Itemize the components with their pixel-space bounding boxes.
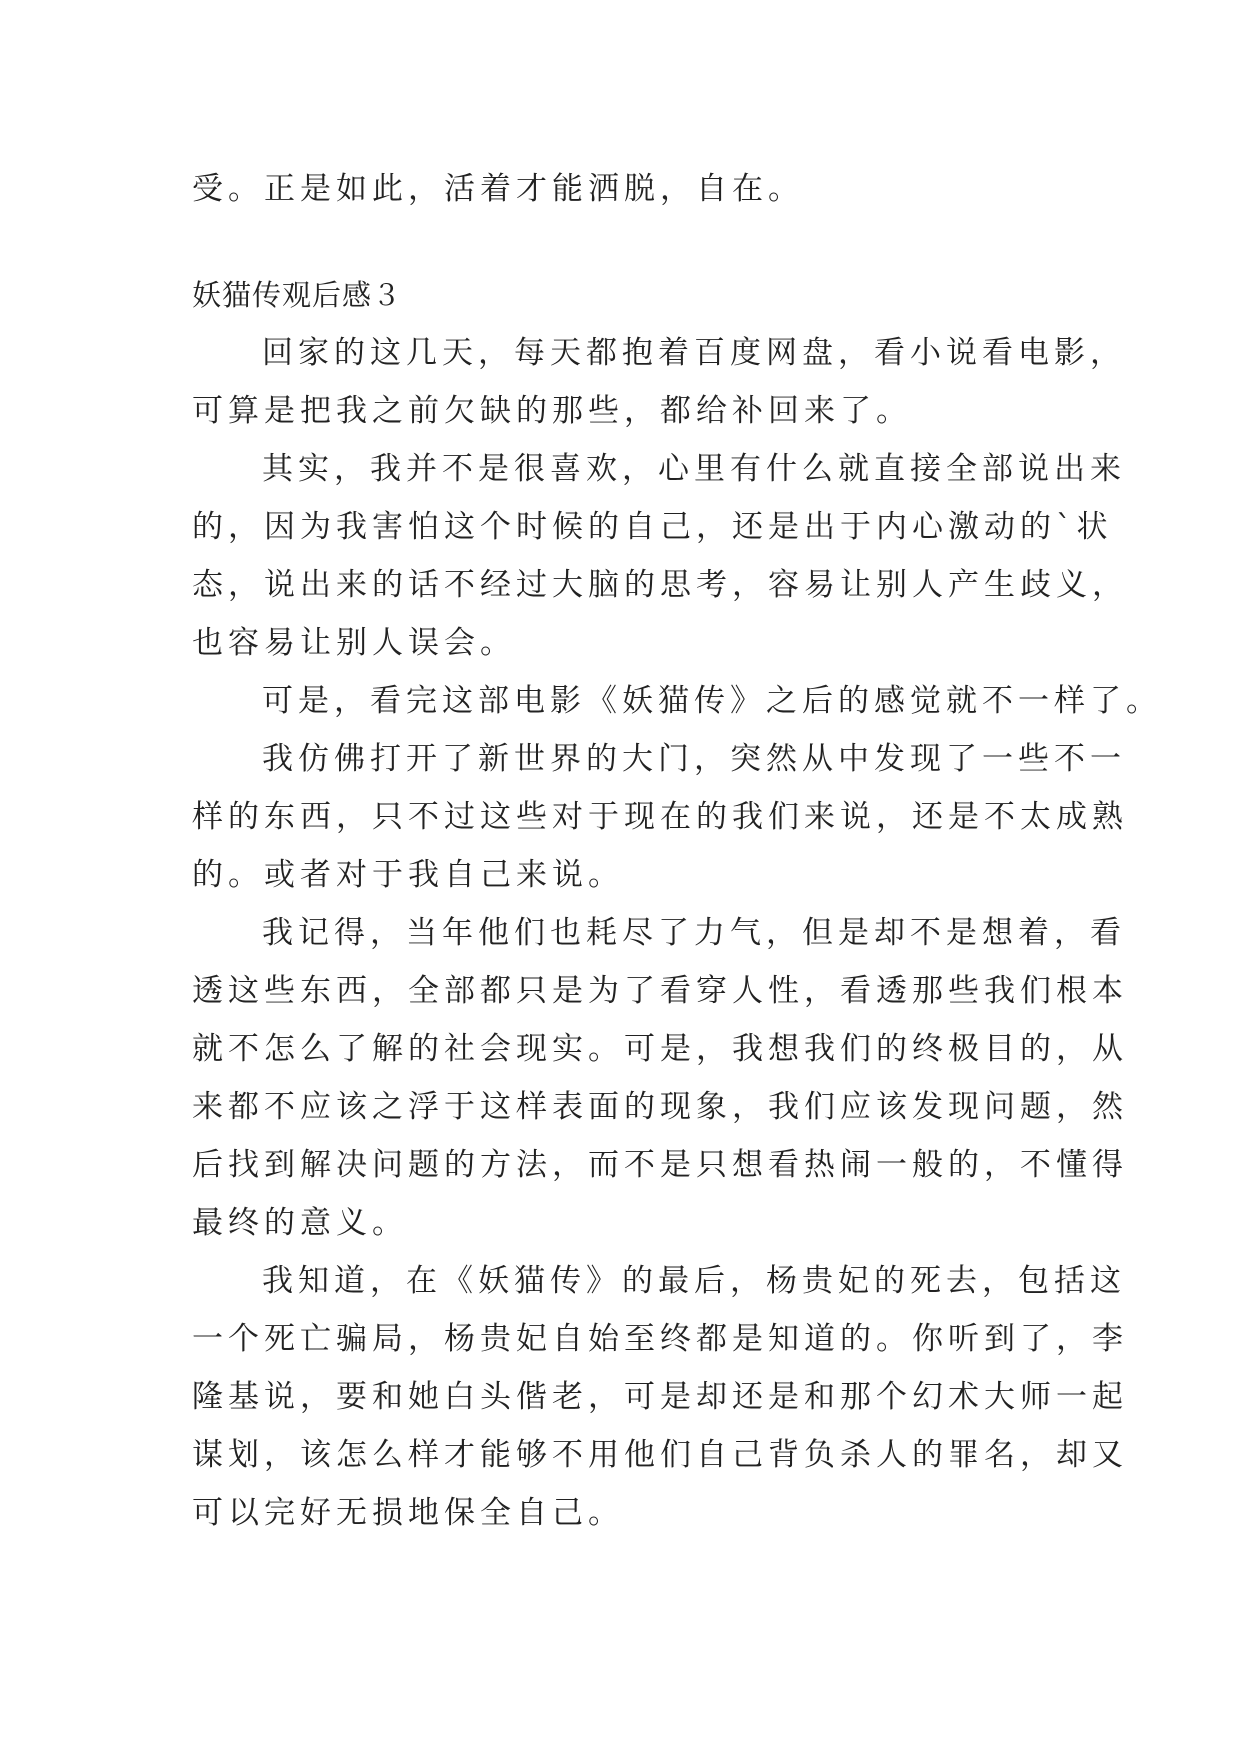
paragraph-line: 后找到解决问题的方法，而不是只想看热闹一般的，不懂得 <box>192 1147 1128 1183</box>
paragraph-line: 态，说出来的话不经过大脑的思考，容易让别人产生歧义， <box>192 567 1128 603</box>
paragraph-line: 就不怎么了解的社会现实。可是，我想我们的终极目的，从 <box>192 1031 1128 1067</box>
paragraph-line: 透这些东西，全部都只是为了看穿人性，看透那些我们根本 <box>192 973 1128 1009</box>
paragraph-line: 的，因为我害怕这个时候的自己，还是出于内心激动的`状 <box>192 509 1113 545</box>
paragraph <box>192 672 1162 730</box>
paragraph <box>192 1252 1128 1542</box>
paragraph-line: 可算是把我之前欠缺的那些，都给补回来了。 <box>192 393 912 429</box>
paragraph-line: 也容易让别人误会。 <box>192 625 516 661</box>
section-gap <box>192 218 1072 266</box>
paragraph-line: 样的东西，只不过这些对于现在的我们来说，还是不太成熟 <box>192 799 1128 835</box>
document-body <box>192 160 1162 1542</box>
paragraph <box>192 440 1128 672</box>
paragraph <box>192 730 1128 904</box>
paragraph-line: 来都不应该之浮于这样表面的现象，我们应该发现问题，然 <box>192 1089 1128 1125</box>
paragraph-line: 隆基说，要和她白头偕老，可是却还是和那个幻术大师一起 <box>192 1379 1128 1415</box>
paragraph-line: 谋划，该怎么样才能够不用他们自己背负杀人的罪名，却又 <box>192 1437 1128 1473</box>
paragraph-line: 我记得，当年他们也耗尽了力气，但是却不是想着，看 <box>262 915 1126 951</box>
paragraph <box>192 324 1126 440</box>
paragraph-line: 最终的意义。 <box>192 1205 408 1241</box>
section-title: 妖猫传观后感３ <box>192 278 403 312</box>
paragraph-line: 的。或者对于我自己来说。 <box>192 857 624 893</box>
paragraph-line: 其实，我并不是很喜欢，心里有什么就直接全部说出来 <box>262 451 1126 487</box>
paragraph-line: 回家的这几天，每天都抱着百度网盘，看小说看电影， <box>262 335 1126 371</box>
paragraph-line: 我知道，在《妖猫传》的最后，杨贵妃的死去，包括这 <box>262 1263 1126 1299</box>
paragraph-line: 我仿佛打开了新世界的大门，突然从中发现了一些不一 <box>262 741 1126 777</box>
lead-line: 受。正是如此，活着才能洒脱，自在。 <box>192 171 804 207</box>
paragraph-line: 可以完好无损地保全自己。 <box>192 1495 624 1531</box>
paragraph-line: 一个死亡骗局，杨贵妃自始至终都是知道的。你听到了，李 <box>192 1321 1128 1357</box>
paragraph-line: 可是，看完这部电影《妖猫传》之后的感觉就不一样了。 <box>262 683 1162 719</box>
paragraph <box>192 904 1128 1252</box>
